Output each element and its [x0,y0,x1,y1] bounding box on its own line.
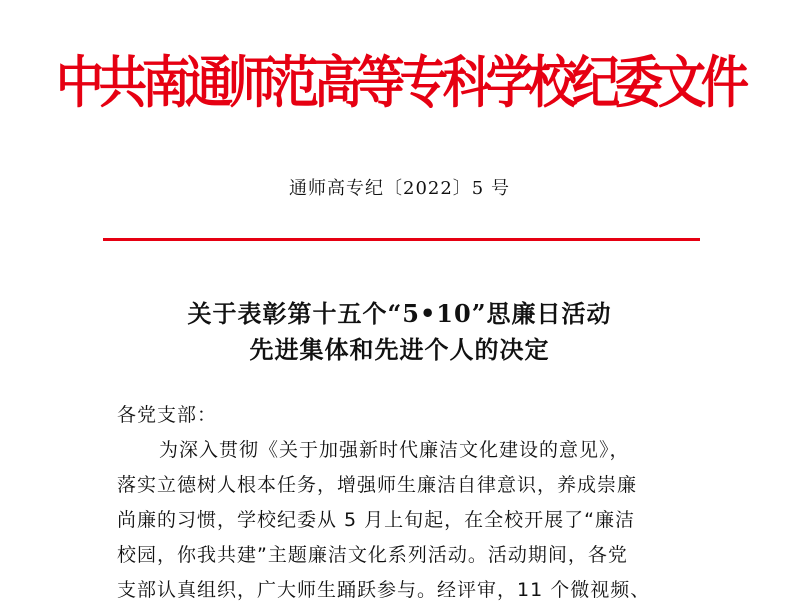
body-line: 尚廉的习惯，学校纪委从 5 月上旬起，在全校开展了“廉洁 [117,509,636,531]
body-line: 为深入贯彻《关于加强新时代廉洁文化建设的意见》， [159,439,630,461]
body-line: 落实立德树人根本任务，增强师生廉洁自律意识，养成崇廉 [117,474,638,496]
document-title [0,296,799,368]
document-number: 通师高专纪〔2022〕5 号 [289,178,510,199]
document-title-line-2: 先进集体和先进个人的决定 [249,335,550,364]
document-body [117,398,677,608]
body-line: 支部认真组织，广大师生踊跃参与。经评审，11 个微视频、 [117,579,651,601]
document-title-line-1: 关于表彰第十五个“5•10”思廉日活动 [187,299,612,328]
salutation: 各党支部： [117,404,218,426]
masthead-title: 中共南通师范高等专科学校纪委文件 [55,51,744,116]
body-line: 校园，你我共建”主题廉洁文化系列活动。活动期间，各党 [117,544,628,566]
red-divider-rule [103,238,700,241]
